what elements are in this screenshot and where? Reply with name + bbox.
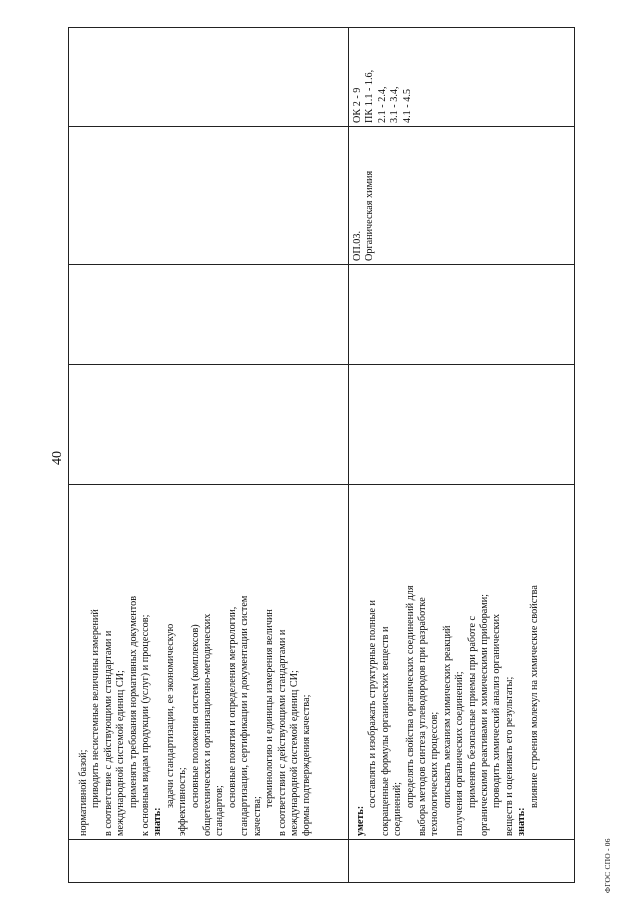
- text-line: формы подтверждения качества;: [301, 694, 313, 836]
- text-line: применять требования нормативных документов: [127, 595, 139, 808]
- text-line: получения органических соединений;: [454, 671, 466, 836]
- text-line: составлять и изображать структурные полные и: [367, 600, 379, 808]
- text-line: приводить несистемные величины измерений: [90, 609, 102, 808]
- discipline-index: ОП.03.: [352, 231, 363, 261]
- table-border-top: [68, 27, 69, 883]
- text-line: международной системой единиц СИ;: [115, 670, 127, 836]
- column-divider-1: [68, 839, 575, 840]
- competency-code: ОК 2 - 9: [352, 87, 363, 123]
- competency-code: 4.1 - 4.5: [401, 89, 413, 123]
- row-divider: [348, 27, 349, 883]
- competencies-cell: [352, 70, 414, 123]
- column-divider-3: [68, 364, 575, 365]
- text-line: выбора методов синтеза углеводородов при разработке: [417, 597, 429, 836]
- text-line: описывать механизм химических реакций: [441, 625, 453, 808]
- column-divider-5: [68, 126, 575, 127]
- text-line: нормативной базой;: [78, 749, 89, 836]
- text-line: применять безопасные приемы при работе с: [466, 615, 478, 808]
- text-line: терминологию и единицы измерения величин: [264, 609, 276, 808]
- text-line: влияние строения молекул на химические свойства: [528, 585, 540, 808]
- text-line: общетехнических и организационно-методических: [202, 613, 214, 836]
- text-line: сокращенные формулы органических веществ и: [379, 626, 391, 836]
- table-border-bottom: [574, 27, 575, 883]
- competency-code: ПК 1.1 - 1.6,: [364, 69, 376, 123]
- know-heading: знать:: [516, 807, 528, 836]
- know-heading: знать:: [152, 807, 164, 836]
- text-line: определять свойства органических соединений для: [404, 585, 416, 808]
- text-line: качества;: [251, 796, 263, 836]
- text-line: веществ и оценивать его результаты;: [503, 676, 515, 836]
- text-line: проводить химический анализ органических: [491, 613, 503, 808]
- text-line: в соответствии с действующими стандартами и: [276, 629, 288, 836]
- competency-code: 3.1 - 3.4,: [389, 86, 401, 123]
- text-line: в соответствие с действующими стандартами и: [102, 630, 114, 836]
- text-line: эффективность;: [177, 767, 189, 836]
- competency-code: 2.1 - 2.4,: [376, 86, 388, 123]
- discipline-name: Органическая химия: [364, 170, 376, 261]
- text-line: стандартизации, сертификации и документации систем: [239, 595, 251, 836]
- text-line: стандартов;: [214, 785, 226, 836]
- page-number: 40: [50, 451, 65, 465]
- footer-code: ФГОС СПО - 06: [603, 838, 612, 893]
- table-border-left: [68, 882, 575, 883]
- discipline-cell: [352, 171, 377, 261]
- column-divider-2: [68, 484, 575, 485]
- text-line: международной системой единиц СИ;: [288, 670, 300, 836]
- column-divider-4: [68, 264, 575, 265]
- text-line: основные понятия и определения метрологии,: [226, 606, 238, 808]
- table-border-right: [68, 27, 575, 28]
- can-heading: уметь:: [355, 805, 366, 836]
- text-line: основные положения систем (комплексов): [189, 624, 201, 808]
- text-line: органическими реактивами и химическими приборами;: [479, 593, 491, 836]
- block1-description: [78, 596, 314, 836]
- text-line: задачи стандартизации, ее экономическую: [164, 623, 176, 808]
- block2-description: [355, 585, 541, 836]
- text-line: к основным видам продукции (услуг) и процессов;: [140, 614, 152, 836]
- text-line: технологических процессов;: [429, 711, 441, 836]
- text-line: соединений;: [392, 782, 404, 836]
